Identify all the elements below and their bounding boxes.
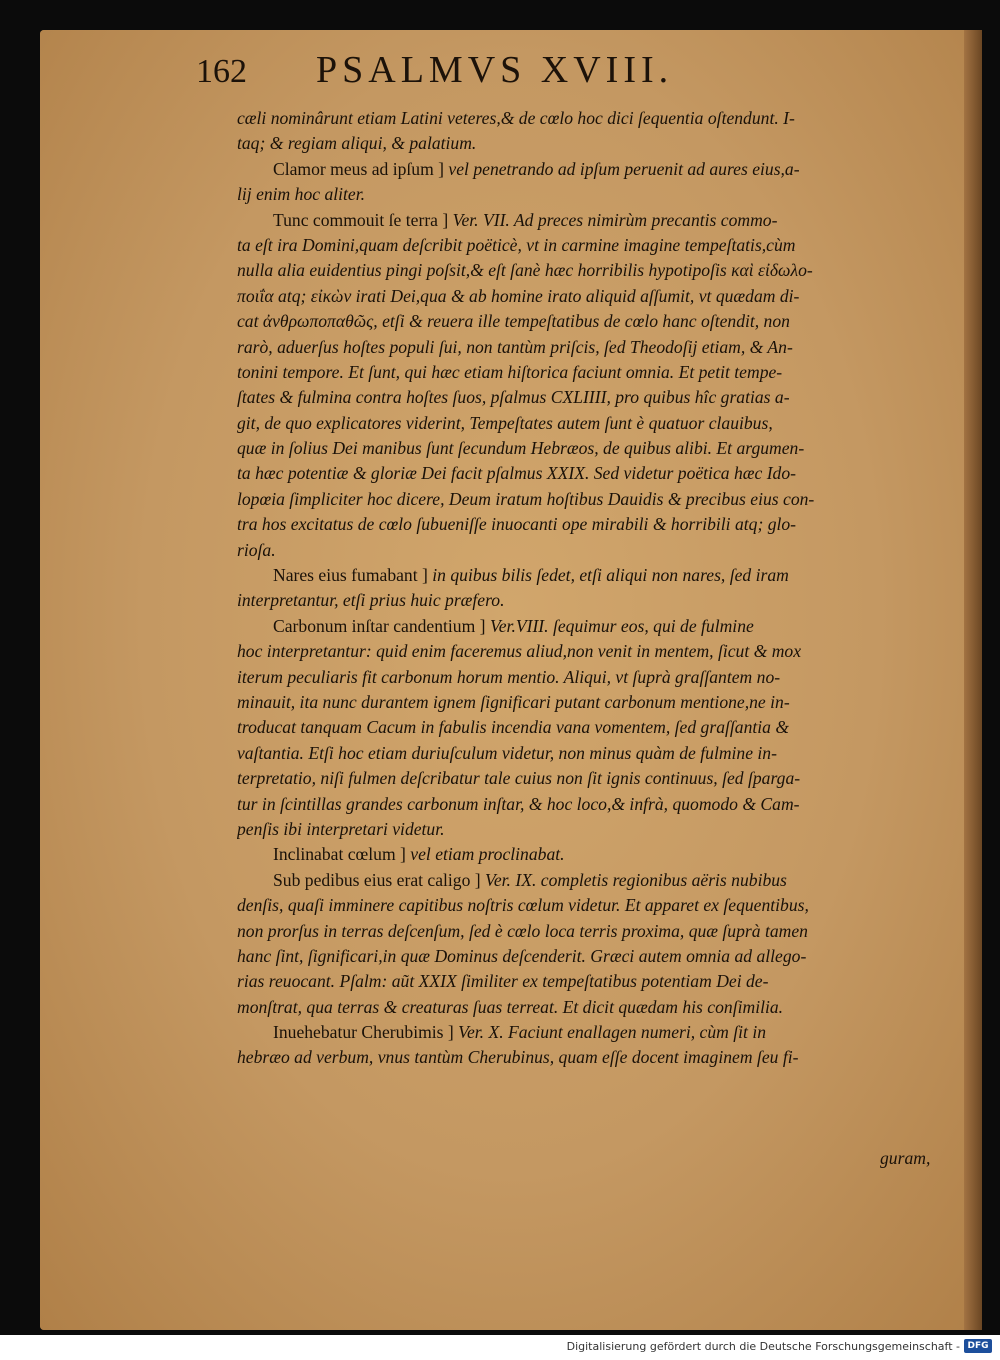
line-text: cæli nominârunt etiam Latini veteres,& de cœlo hoc dici ſequentia oſtendunt. I- — [237, 108, 795, 128]
text-line — [237, 715, 962, 740]
line-text: vaſtantia. Etſi hoc etiam duriuſculum videtur, non minus quàm de fulmine in- — [237, 742, 777, 763]
lemma: Nares eius fumabant ] — [273, 565, 428, 586]
page-header — [196, 48, 956, 98]
lemma: Sub pedibus eius erat caligo ] — [273, 869, 481, 890]
text-line — [237, 360, 962, 385]
line-text: lij enim hoc aliter. — [237, 184, 366, 205]
line-text: ta hæc potentiæ & gloriæ Dei facit pſalmus XXIX. Sed videtur poëtica hæc Ido- — [237, 463, 797, 484]
line-text: terpretatio, niſi fulmen deſcribatur tale cuius non ſit ignis continuus, ſed ſparga- — [237, 768, 801, 789]
line-text: iterum peculiaris fit carbonum horum mentio. Aliqui, vt ſuprà graſſantem no- — [237, 666, 781, 687]
footer-bar — [0, 1335, 1000, 1360]
text-line — [237, 157, 962, 182]
text-line — [237, 512, 962, 537]
text-line — [237, 1020, 962, 1045]
line-text: nulla alia euidentius pingi poſsit,& eſt ſanè hæc horribilis hypotipoſis καὶ εἰδωλο- — [237, 260, 813, 281]
lemma: Inuehebatur Cherubimis ] — [273, 1022, 454, 1043]
text-line — [237, 106, 962, 131]
text-line — [237, 309, 962, 334]
line-text: Ver. IX. completis regionibus aëris nubibus — [480, 869, 787, 890]
line-text: ποιΐα atq; εἰκὼν irati Dei,qua & ab homine irato aliquid aſſumit, vt quædam di- — [237, 285, 800, 306]
text-line — [237, 614, 962, 639]
text-line — [237, 436, 962, 461]
line-text: minauit, ita nunc durantem ignem ſignificari putant carbonum mentione,ne in- — [237, 691, 790, 712]
line-text: vel etiam proclinabat. — [405, 844, 565, 865]
text-line — [237, 284, 962, 309]
page-number: 162 — [196, 53, 247, 90]
text-line — [237, 461, 962, 486]
lemma: Inclinabat cœlum ] — [273, 844, 406, 865]
line-text: cat ἀνθρωποπαθῶς, etſi & reuera ille tempeſtatibus de cœlo hanc oſtendit, non — [237, 311, 790, 332]
line-text: taq; & regiam aliqui, & palatium. — [237, 133, 477, 154]
text-line — [237, 792, 962, 817]
text-line — [237, 969, 962, 994]
text-line — [237, 766, 962, 791]
line-text: rioſa. — [237, 539, 276, 560]
text-line — [237, 1045, 962, 1070]
body-text — [237, 106, 962, 1071]
line-text: troducat tanquam Cacum in fabulis incendia vana vomentem, ſed graſſantia & — [237, 717, 790, 738]
text-line — [237, 868, 962, 893]
line-text: in quibus bilis ſedet, etſi aliqui non nares, ſed iram — [427, 565, 789, 586]
text-line — [237, 131, 962, 156]
text-line — [237, 919, 962, 944]
lemma: Carbonum inſtar candentium ] — [273, 615, 486, 636]
line-text: hoc interpretantur: quid enim faceremus aliud,non venit in mentem, ſicut & mox — [237, 641, 802, 662]
lemma: Tunc commouit ſe terra ] — [273, 209, 449, 230]
line-text: quæ in ſolius Dei manibus ſunt ſecundum Hebræos, de quibus alibi. Et argumen- — [237, 438, 805, 459]
dfg-logo: DFG — [964, 1339, 992, 1353]
catchword: guram, — [880, 1148, 931, 1168]
lemma: Clamor meus ad ipſum ] — [273, 158, 445, 179]
text-line — [237, 893, 962, 918]
line-text: lopœia ſimpliciter hoc dicere, Deum iratum hoſtibus Dauidis & precibus eius con- — [237, 488, 815, 509]
text-line — [237, 842, 962, 867]
line-text: Ver. X. Faciunt enallagen numeri, cùm ſit in — [453, 1022, 767, 1043]
funding-credit: Digitalisierung gefördert durch die Deutsche Forschungsgemeinschaft - — [566, 1340, 960, 1353]
text-line — [237, 639, 962, 664]
line-text: monſtrat, qua terras & creaturas ſuas terreat. Et dicit quædam his conſimilia. — [237, 996, 784, 1017]
text-line — [237, 995, 962, 1020]
line-text: ſtates & fulmina contra hoſtes ſuos, pſalmus CXLIIII, pro quibus hîc gratias a- — [237, 387, 790, 408]
text-line — [237, 208, 962, 233]
line-text: ta eſt ira Domini,quam deſcribit poëticè, vt in carmine imagine tempeſtatis,cùm — [237, 234, 796, 255]
line-text: rias reuocant. Pſalm: aũt XXIX ſimiliter ex tempeſtatibus potentiam Dei de- — [237, 971, 769, 992]
text-line — [237, 411, 962, 436]
text-line — [237, 817, 962, 842]
text-line — [237, 538, 962, 563]
text-line — [237, 944, 962, 969]
line-text: vel penetrando ad ipſum peruenit ad aures eius,a- — [444, 158, 800, 179]
text-line — [237, 233, 962, 258]
running-title: PSALMVS XVIII. — [316, 49, 674, 91]
text-line — [237, 258, 962, 283]
text-line — [237, 487, 962, 512]
text-line — [237, 690, 962, 715]
line-text: Ver.VIII. ſequimur eos, qui de fulmine — [485, 615, 754, 636]
line-text: Ver. VII. Ad preces nimirùm precantis commo- — [448, 209, 778, 230]
text-line — [237, 182, 962, 207]
line-text: non prorſus in terras deſcenſum, ſed è cœlo loca terris proxima, quæ ſuprà tamen — [237, 920, 808, 941]
line-text: tur in ſcintillas grandes carbonum inſtar, & hoc loco,& infrà, quomodo & Cam- — [237, 793, 800, 814]
line-text: penſis ibi interpretari videtur. — [237, 818, 445, 839]
line-text: interpretantur, etſi prius huic præfero. — [237, 590, 505, 611]
line-text: hanc ſint, ſignificari,in quæ Dominus deſcenderit. Græci autem omnia ad allego- — [237, 945, 807, 966]
text-line — [237, 563, 962, 588]
text-line — [237, 741, 962, 766]
text-line — [237, 588, 962, 613]
line-text: rarò, aduerſus hoſtes populi ſui, non tantùm priſcis, ſed Theodoſij etiam, & An- — [237, 336, 793, 357]
text-line — [237, 385, 962, 410]
text-line — [237, 665, 962, 690]
line-text: hebræo ad verbum, vnus tantùm Cherubinus, quam eſſe docent imaginem ſeu fi- — [237, 1047, 799, 1068]
line-text: tra hos excitatus de cœlo ſubueniſſe inuocanti ope mirabili & horribili atq; glo- — [237, 514, 797, 535]
page-edge — [964, 30, 982, 1330]
line-text: denſis, quaſi imminere capitibus noſtris cœlum videtur. Et apparet ex ſequentibus, — [237, 895, 809, 916]
line-text: tonini tempore. Et ſunt, qui hæc etiam hiſtorica faciunt omnia. Et petit tempe- — [237, 361, 783, 382]
text-line — [237, 335, 962, 360]
line-text: git, de quo explicatores viderint, Tempeſtates autem ſunt è quatuor clauibus, — [237, 412, 773, 433]
